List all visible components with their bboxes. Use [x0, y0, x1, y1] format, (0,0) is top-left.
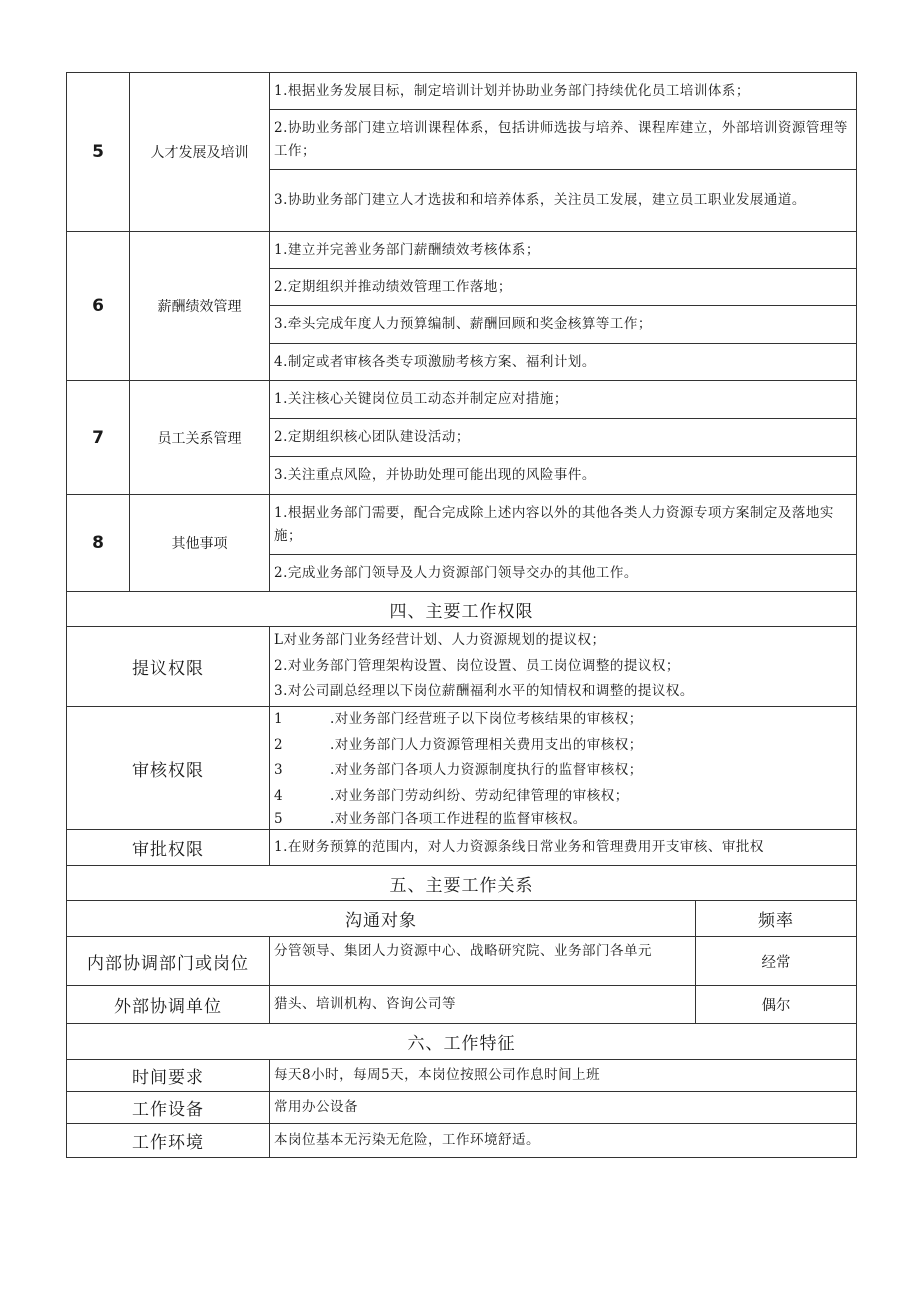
feature-value-equipment: 常用办公设备: [270, 1092, 857, 1124]
duty-item: 2.定期组织核心团队建设活动；: [270, 419, 857, 457]
header-communication-object: 沟通对象: [67, 901, 696, 937]
review-item: 5 .对业务部门各项工作进程的监督审核权。: [274, 811, 587, 827]
internal-relation-frequency: 经常: [696, 937, 857, 986]
external-relation-object: 猎头、培训机构、咨询公司等: [270, 986, 696, 1024]
authority-line: 3.对公司副总经理以下岗位薪酬福利水平的知情权和调整的提议权。: [274, 683, 694, 700]
section-title-authority: 四、主要工作权限: [67, 592, 857, 627]
propose-authority-content: [270, 627, 857, 707]
duty-item: 2.定期组织并推动绩效管理工作落地；: [270, 269, 857, 306]
duty-category: 人才发展及培训: [130, 73, 270, 232]
job-description-table: [66, 72, 857, 1158]
internal-relation-label: 内部协调部门或岗位: [67, 937, 270, 986]
review-authority-content: [270, 707, 857, 830]
review-item: 1 .对业务部门经营班子以下岗位考核结果的审核权；: [274, 711, 643, 727]
section-title-relations: 五、主要工作关系: [67, 866, 857, 901]
authority-line: 2.对业务部门管理架构设置、岗位设置、员工岗位调整的提议权；: [274, 657, 680, 674]
duty-category: 薪酬绩效管理: [130, 232, 270, 381]
review-item: 2 .对业务部门人力资源管理相关费用支出的审核权；: [274, 736, 643, 753]
feature-label-time: 时间要求: [67, 1060, 270, 1092]
duty-item: 3.牵头完成年度人力预算编制、薪酬回顾和奖金核算等工作；: [270, 306, 857, 344]
approve-authority-label: 审批权限: [67, 830, 270, 866]
duty-item: 2.完成业务部门领导及人力资源部门领导交办的其他工作。: [270, 555, 857, 592]
duty-item: 3.关注重点风险，并协助处理可能出现的风险事件。: [270, 457, 857, 495]
duty-item: 2.协助业务部门建立培训课程体系，包括讲师选拔与培养、课程库建立，外部培训资源管理等工作；: [270, 110, 857, 170]
approve-authority-content: 1.在财务预算的范围内，对人力资源条线日常业务和管理费用开支审核、审批权: [270, 830, 857, 866]
duty-item: 1.根据业务部门需要，配合完成除上述内容以外的其他各类人力资源专项方案制定及落地实施；: [270, 495, 857, 555]
duty-item: 1.建立并完善业务部门薪酬绩效考核体系；: [270, 232, 857, 269]
duty-number: 7: [67, 381, 130, 495]
feature-label-equipment: 工作设备: [67, 1092, 270, 1124]
feature-value-environment: 本岗位基本无污染无危险，工作环境舒适。: [270, 1124, 857, 1158]
internal-relation-object: 分管领导、集团人力资源中心、战略研究院、业务部门各单元: [270, 937, 696, 986]
section-title-features: 六、工作特征: [67, 1024, 857, 1060]
duty-item: 1.关注核心关键岗位员工动态并制定应对措施；: [270, 381, 857, 419]
duty-item: 3.协助业务部门建立人才选拔和和培养体系，关注员工发展，建立员工职业发展通道。: [270, 170, 857, 232]
authority-line: L对业务部门业务经营计划、人力资源规划的提议权；: [274, 632, 606, 649]
duty-number: 8: [67, 495, 130, 592]
external-relation-label: 外部协调单位: [67, 986, 270, 1024]
feature-value-time: 每天8小时，每周5天，本岗位按照公司作息时间上班: [270, 1060, 857, 1092]
duty-item: 1.根据业务发展目标，制定培训计划并协助业务部门持续优化员工培训体系；: [270, 73, 857, 110]
review-item: 3 .对业务部门各项人力资源制度执行的监督审核权；: [274, 762, 643, 778]
job-description-page: [66, 72, 856, 1158]
duty-number: 5: [67, 73, 130, 232]
review-authority-label: 审核权限: [67, 707, 270, 830]
duty-number: 6: [67, 232, 130, 381]
propose-authority-label: 提议权限: [67, 627, 270, 707]
external-relation-frequency: 偶尔: [696, 986, 857, 1024]
duty-category: 员工关系管理: [130, 381, 270, 495]
duty-item: 4.制定或者审核各类专项激励考核方案、福利计划。: [270, 344, 857, 381]
review-item: 4 .对业务部门劳动纠纷、劳动纪律管理的审核权；: [274, 787, 629, 804]
feature-label-environment: 工作环境: [67, 1124, 270, 1158]
duty-category: 其他事项: [130, 495, 270, 592]
header-frequency: 频率: [696, 901, 857, 937]
